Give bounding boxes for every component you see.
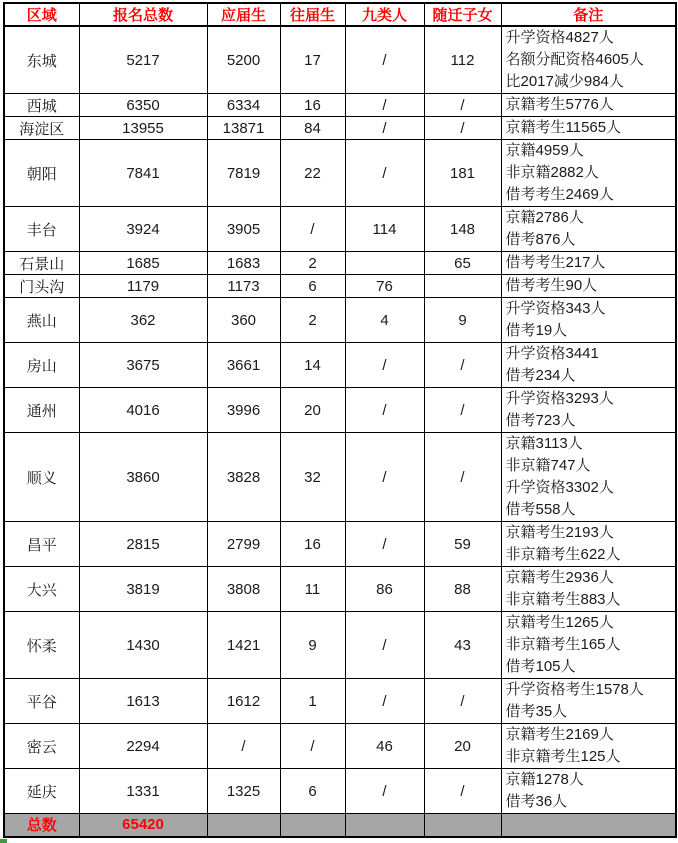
total-cell: 13955 [79,117,207,140]
table-row [4,612,676,679]
remarks-cell [501,275,676,298]
column-header: 区域 [4,3,79,26]
migrant-cell: / [424,679,501,724]
total-cell: 1685 [79,252,207,275]
footer-fresh-cell [207,814,280,837]
remark-line: 升学资格考生1578人 [505,681,644,698]
table-row [4,26,676,94]
remark-line: 借考考生2469人 [505,186,614,203]
total-cell: 1179 [79,275,207,298]
total-cell: 1430 [79,612,207,679]
previous-cell: 17 [280,26,345,94]
previous-cell: 14 [280,343,345,388]
remarks-cell [501,252,676,275]
nine_cat-cell: / [345,140,424,207]
nine_cat-cell: / [345,94,424,117]
remarks-cell [501,522,676,567]
previous-cell: 2 [280,252,345,275]
remark-line: 借考876人 [505,231,576,248]
table-row [4,388,676,433]
column-header: 九类人 [345,3,424,26]
remarks-cell [501,769,676,814]
fresh-cell: 3996 [207,388,280,433]
previous-cell: 2 [280,298,345,343]
region-cell: 西城 [4,94,79,117]
region-cell: 燕山 [4,298,79,343]
fresh-cell: 13871 [207,117,280,140]
region-cell: 丰台 [4,207,79,252]
table-row [4,522,676,567]
nine_cat-cell: 46 [345,724,424,769]
remark-line: 京籍2786人 [505,209,584,226]
remark-line: 借考558人 [505,501,576,518]
fresh-cell: 1421 [207,612,280,679]
region-cell: 怀柔 [4,612,79,679]
nine_cat-cell: / [345,769,424,814]
migrant-cell: / [424,769,501,814]
table-row [4,567,676,612]
previous-cell: 22 [280,140,345,207]
previous-cell: 6 [280,769,345,814]
previous-cell: 32 [280,433,345,522]
previous-cell: 6 [280,275,345,298]
table-row [4,724,676,769]
migrant-cell: 181 [424,140,501,207]
remarks-cell [501,117,676,140]
remarks-cell [501,724,676,769]
remark-line: 借考考生217人 [505,254,606,271]
previous-cell: 84 [280,117,345,140]
remark-line: 京籍考生1265人 [505,614,614,631]
remarks-cell [501,298,676,343]
table-row [4,298,676,343]
total-cell: 7841 [79,140,207,207]
total-cell: 2294 [79,724,207,769]
fresh-cell: 1325 [207,769,280,814]
migrant-cell [424,275,501,298]
migrant-cell: 43 [424,612,501,679]
migrant-cell: / [424,117,501,140]
previous-cell: 20 [280,388,345,433]
fresh-cell: 7819 [207,140,280,207]
region-cell: 平谷 [4,679,79,724]
nine_cat-cell: / [345,522,424,567]
column-header: 报名总数 [79,3,207,26]
nine_cat-cell: 76 [345,275,424,298]
fresh-cell: 1612 [207,679,280,724]
migrant-cell: 59 [424,522,501,567]
table-row [4,117,676,140]
region-cell: 门头沟 [4,275,79,298]
nine_cat-cell: / [345,433,424,522]
fresh-cell: 3661 [207,343,280,388]
total-cell: 4016 [79,388,207,433]
remark-line: 京籍4959人 [505,142,584,159]
table-row [4,769,676,814]
migrant-cell: 65 [424,252,501,275]
remark-line: 非京籍2882人 [505,164,599,181]
table-row [4,275,676,298]
nine_cat-cell: 86 [345,567,424,612]
footer-region-cell: 总数 [4,814,79,837]
footer-nine_cat-cell [345,814,424,837]
fresh-cell: 6334 [207,94,280,117]
table-row [4,343,676,388]
region-cell: 通州 [4,388,79,433]
remark-line: 升学资格4827人 [505,29,614,46]
table-body [4,26,676,814]
table-row [4,679,676,724]
total-cell: 1613 [79,679,207,724]
region-cell: 房山 [4,343,79,388]
remarks-cell [501,140,676,207]
nine_cat-cell: / [345,612,424,679]
remark-line: 非京籍考生125人 [505,748,621,765]
remarks-cell [501,567,676,612]
remark-line: 借考考生90人 [505,277,598,294]
previous-cell: 11 [280,567,345,612]
footer-row [4,814,676,837]
footer-remarks-cell [501,814,676,837]
total-cell: 362 [79,298,207,343]
remark-line: 借考234人 [505,367,576,384]
remark-line: 京籍3113人 [505,435,583,452]
migrant-cell: 112 [424,26,501,94]
previous-cell: / [280,207,345,252]
table-row [4,433,676,522]
region-cell: 顺义 [4,433,79,522]
migrant-cell: 88 [424,567,501,612]
table-row [4,94,676,117]
previous-cell: 16 [280,94,345,117]
footer-migrant-cell [424,814,501,837]
remarks-cell [501,343,676,388]
footer-total-cell: 65420 [79,814,207,837]
previous-cell: / [280,724,345,769]
region-cell: 大兴 [4,567,79,612]
region-cell: 密云 [4,724,79,769]
remark-line: 非京籍考生622人 [505,546,621,563]
region-cell: 东城 [4,26,79,94]
table-row [4,207,676,252]
remarks-cell [501,433,676,522]
remark-line: 名额分配资格4605人 [505,51,644,68]
table-row [4,140,676,207]
fresh-cell: / [207,724,280,769]
registration-stats-table [3,2,677,838]
column-header: 随迁子女 [424,3,501,26]
remarks-cell [501,388,676,433]
migrant-cell: 9 [424,298,501,343]
migrant-cell: / [424,433,501,522]
selection-corner-mark [0,839,7,843]
total-cell: 5217 [79,26,207,94]
fresh-cell: 5200 [207,26,280,94]
fresh-cell: 360 [207,298,280,343]
remarks-cell [501,612,676,679]
previous-cell: 1 [280,679,345,724]
fresh-cell: 3828 [207,433,280,522]
region-cell: 海淀区 [4,117,79,140]
remark-line: 比2017减少984人 [505,73,624,90]
total-cell: 3819 [79,567,207,612]
region-cell: 石景山 [4,252,79,275]
remark-line: 京籍考生2169人 [505,726,614,743]
remark-line: 升学资格3302人 [505,479,614,496]
remarks-cell [501,679,676,724]
remark-line: 借考723人 [505,412,576,429]
fresh-cell: 2799 [207,522,280,567]
nine_cat-cell: / [345,117,424,140]
remark-line: 升学资格3293人 [505,390,614,407]
remark-line: 京籍1278人 [505,771,584,788]
remark-line: 借考19人 [505,322,568,339]
migrant-cell: / [424,343,501,388]
total-cell: 3924 [79,207,207,252]
nine_cat-cell: / [345,679,424,724]
fresh-cell: 3905 [207,207,280,252]
header-row [4,3,676,26]
remark-line: 升学资格343人 [505,300,606,317]
fresh-cell: 1683 [207,252,280,275]
total-cell: 1331 [79,769,207,814]
remark-line: 借考36人 [505,793,568,810]
nine_cat-cell: 4 [345,298,424,343]
migrant-cell: / [424,388,501,433]
nine_cat-cell [345,252,424,275]
region-cell: 延庆 [4,769,79,814]
column-header: 应届生 [207,3,280,26]
remark-line: 非京籍考生165人 [505,636,621,653]
remarks-cell [501,26,676,94]
remarks-cell [501,207,676,252]
column-header: 往届生 [280,3,345,26]
remark-line: 借考35人 [505,703,568,720]
footer-previous-cell [280,814,345,837]
migrant-cell: 148 [424,207,501,252]
remark-line: 京籍考生5776人 [505,96,614,113]
remark-line: 京籍考生2193人 [505,524,614,541]
total-cell: 2815 [79,522,207,567]
nine_cat-cell: / [345,388,424,433]
remark-line: 京籍考生11565人 [505,119,622,136]
nine_cat-cell: 114 [345,207,424,252]
total-cell: 6350 [79,94,207,117]
remark-line: 非京籍考生883人 [505,591,621,608]
fresh-cell: 1173 [207,275,280,298]
total-cell: 3675 [79,343,207,388]
total-cell: 3860 [79,433,207,522]
migrant-cell: / [424,94,501,117]
nine_cat-cell: / [345,26,424,94]
previous-cell: 16 [280,522,345,567]
remarks-cell [501,94,676,117]
remark-line: 非京籍747人 [505,457,591,474]
previous-cell: 9 [280,612,345,679]
region-cell: 朝阳 [4,140,79,207]
region-cell: 昌平 [4,522,79,567]
remark-line: 升学资格3441 [505,345,599,362]
migrant-cell: 20 [424,724,501,769]
column-header: 备注 [501,3,676,26]
nine_cat-cell: / [345,343,424,388]
table-row [4,252,676,275]
remark-line: 京籍考生2936人 [505,569,614,586]
remark-line: 借考105人 [505,658,576,675]
fresh-cell: 3808 [207,567,280,612]
